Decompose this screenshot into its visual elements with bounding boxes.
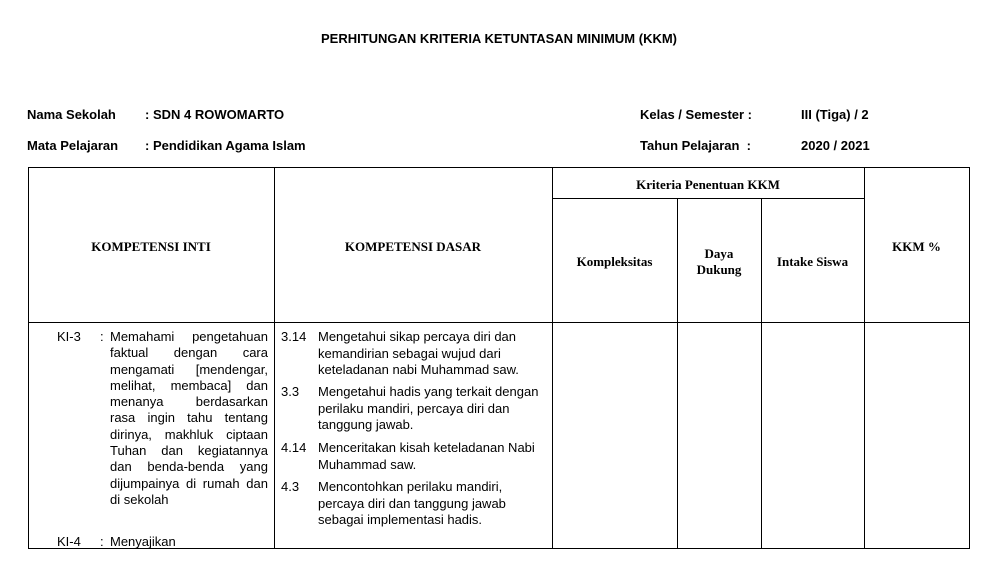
table-border-top: [28, 167, 970, 168]
school-value: : SDN 4 ROWOMARTO: [145, 107, 285, 122]
header-criteria: Kriteria Penentuan KKM: [636, 177, 780, 192]
ki-text: Memahami pengetahuan faktual dengan cara mengamati [mendengar, melihat, membaca] dan menanya berdasarkan rasa ingin tahu tentang dirinya, makhluk ciptaan Tuhan dan kegiatannya dan benda-benda yang dijumpainya di rumah dan di sekolah: [110, 329, 268, 507]
kd-text: Mencontohkan perilaku mandiri, percaya diri dan tanggung jawab sebagai implementasi hadis.: [318, 479, 506, 527]
col-divider-5: [864, 167, 865, 549]
header-bottom-line: [28, 322, 970, 323]
col-divider-4: [761, 198, 762, 549]
ki-code: KI-4: [57, 534, 81, 549]
ki-colon: :: [100, 534, 104, 549]
ki-text: Menyajikan: [110, 534, 176, 549]
ki-colon: :: [100, 329, 104, 344]
header-intake: Intake Siswa: [776, 254, 849, 269]
school-label: Nama Sekolah: [27, 107, 116, 122]
header-kkm: KKM %: [892, 239, 941, 254]
table-border-right: [969, 167, 970, 549]
kd-number: 4.14: [281, 440, 307, 455]
header-complexity: Kompleksitas: [576, 254, 653, 269]
page-title: PERHITUNGAN KRITERIA KETUNTASAN MINIMUM (KKM): [320, 31, 678, 46]
col-divider-2: [552, 167, 553, 549]
year-value: 2020 / 2021: [801, 138, 870, 153]
year-label: Tahun Pelajaran :: [640, 138, 752, 153]
kd-number: 3.14: [281, 329, 307, 344]
kd-number: 3.3: [281, 384, 300, 399]
class-value: III (Tiga) / 2: [801, 107, 869, 122]
header-ki: KOMPETENSI INTI: [91, 239, 211, 254]
kd-number: 4.3: [281, 479, 300, 494]
kd-text: Mengetahui hadis yang terkait dengan perilaku mandiri, percaya diri dan tanggung jawab.: [318, 384, 539, 432]
header-support: Daya Dukung: [696, 246, 742, 277]
criteria-divider: [552, 198, 864, 199]
class-label: Kelas / Semester :: [640, 107, 753, 122]
subject-label: Mata Pelajaran: [27, 138, 119, 153]
kd-text: Menceritakan kisah keteladanan Nabi Muhammad saw.: [318, 440, 535, 472]
header-kd: KOMPETENSI DASAR: [344, 239, 482, 254]
col-divider-3: [677, 198, 678, 549]
subject-value: : Pendidikan Agama Islam: [145, 138, 306, 153]
ki-code: KI-3: [57, 329, 81, 344]
kd-text: Mengetahui sikap percaya diri dan kemandirian sebagai wujud dari keteladanan nabi Muhammad saw.: [318, 329, 519, 377]
col-divider-1: [274, 167, 275, 549]
table-border-left: [28, 167, 29, 549]
